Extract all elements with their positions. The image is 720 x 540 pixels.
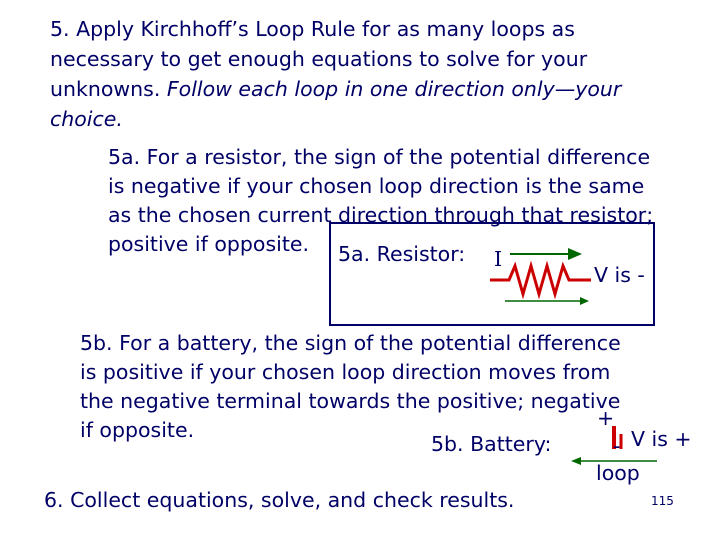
- battery-plus-label: +: [597, 406, 615, 430]
- resistor-loop-arrow-icon: [505, 297, 589, 305]
- page-number: 115: [651, 494, 674, 508]
- step5a-line2: is negative if your chosen loop direction is the same: [108, 174, 645, 198]
- step5-line3-plain: unknowns.: [50, 77, 167, 101]
- battery-v-label: V is +: [631, 427, 692, 451]
- current-arrow-icon: [510, 248, 582, 260]
- step5-line1: 5. Apply Kirchhoff’s Loop Rule for as many loops as: [50, 17, 575, 41]
- resistor-icon: [490, 266, 591, 294]
- step5-line4: choice.: [50, 107, 123, 131]
- step5b-paragraph: [80, 329, 621, 445]
- current-label: I: [494, 247, 503, 271]
- battery-minus-label: -: [613, 434, 621, 458]
- step5b-line1: 5b. For a battery, the sign of the potential difference: [80, 331, 621, 355]
- battery-label: 5b. Battery:: [431, 432, 552, 456]
- step5-line2: necessary to get enough equations to solve for your: [50, 47, 588, 71]
- step5-line3-italic: Follow each loop in one direction only—your: [166, 77, 622, 101]
- resistor-v-label: V is -: [594, 263, 645, 287]
- battery-loop-label: loop: [596, 461, 640, 485]
- step5a-line1: 5a. For a resistor, the sign of the potential difference: [108, 145, 651, 169]
- step6-text: 6. Collect equations, solve, and check results.: [44, 488, 515, 512]
- step5b-line4: if opposite.: [80, 418, 195, 442]
- step5b-line3: the negative terminal towards the positive; negative: [80, 389, 621, 413]
- step5a-line3: as the chosen current direction through that resistor;: [108, 203, 654, 227]
- step5a-line4: positive if opposite.: [108, 232, 310, 256]
- resistor-label: 5a. Resistor:: [338, 242, 466, 266]
- step5b-line2: is positive if your chosen loop direction moves from: [80, 360, 611, 384]
